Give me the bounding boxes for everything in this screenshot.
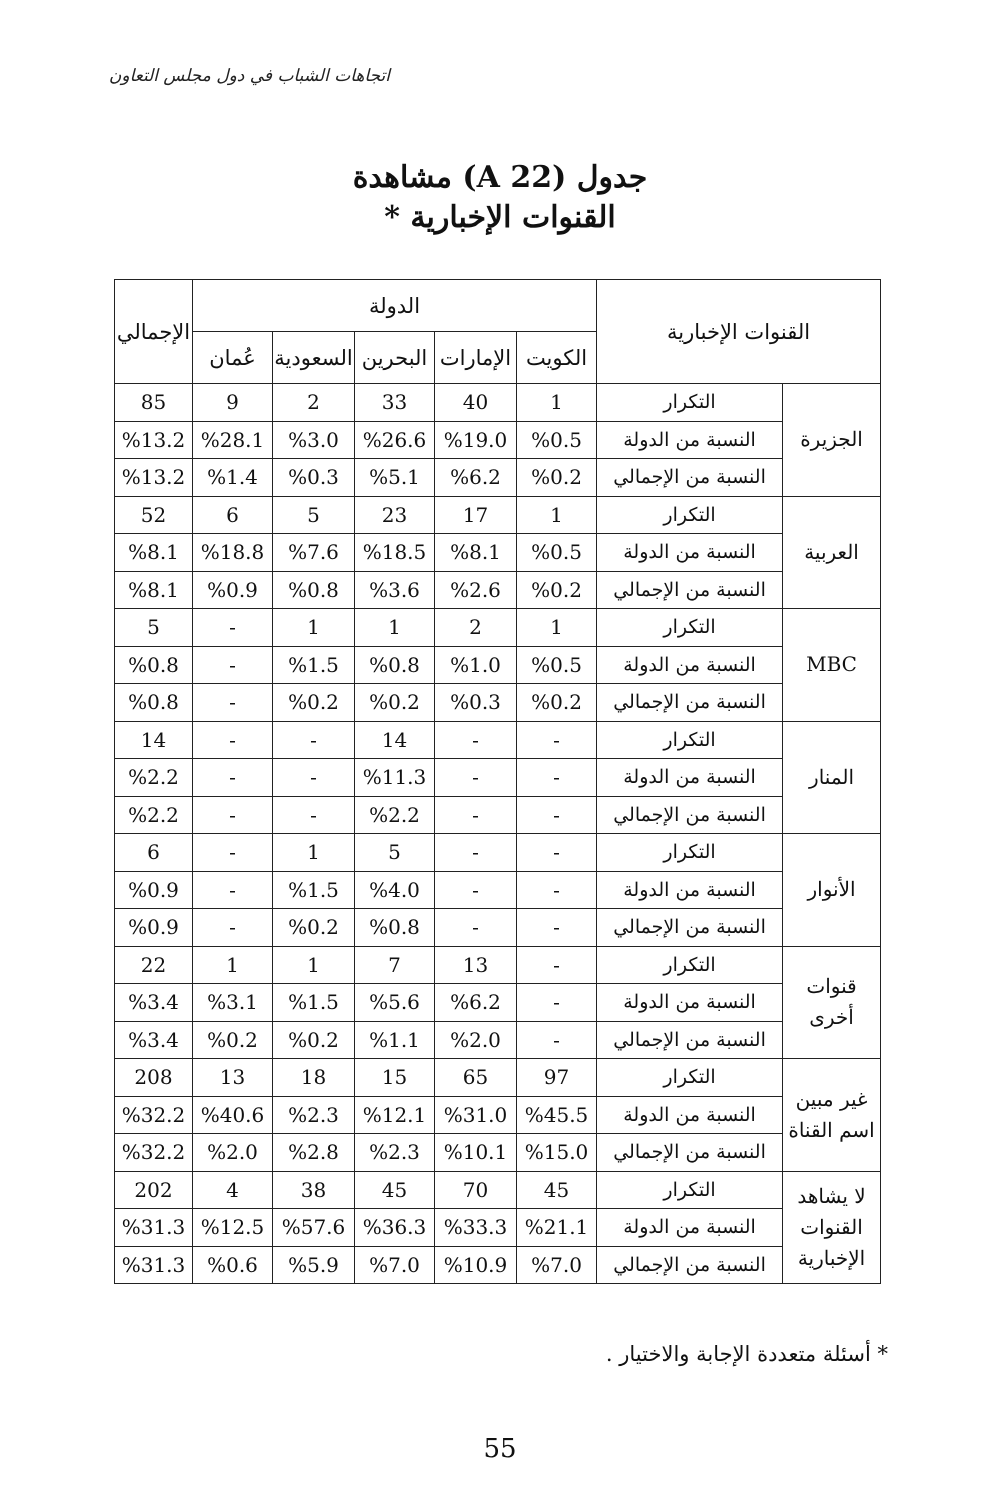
- value-cell: %7.0: [517, 1246, 597, 1284]
- value-cell: 18: [273, 1059, 355, 1097]
- value-cell: %0.6: [193, 1246, 273, 1284]
- value-cell: -: [193, 646, 273, 684]
- table-row: [115, 1246, 881, 1284]
- total-cell: %31.3: [115, 1209, 193, 1247]
- value-cell: %3.0: [273, 421, 355, 459]
- value-cell: %11.3: [355, 759, 435, 797]
- value-cell: %6.2: [435, 984, 517, 1022]
- header-country: الدولة: [193, 280, 597, 332]
- value-cell: %0.2: [517, 571, 597, 609]
- total-cell: %13.2: [115, 421, 193, 459]
- value-cell: %2.2: [355, 796, 435, 834]
- value-cell: -: [517, 759, 597, 797]
- value-cell: %3.1: [193, 984, 273, 1022]
- value-cell: %0.8: [273, 571, 355, 609]
- value-cell: 1: [273, 609, 355, 647]
- value-cell: %0.5: [517, 646, 597, 684]
- table-row: [115, 759, 881, 797]
- total-cell: %3.4: [115, 984, 193, 1022]
- header-country-kuwait: الكويت: [517, 332, 597, 384]
- total-cell: %31.3: [115, 1246, 193, 1284]
- value-cell: -: [517, 871, 597, 909]
- value-cell: -: [193, 909, 273, 947]
- value-cell: %0.2: [193, 1021, 273, 1059]
- total-cell: 14: [115, 721, 193, 759]
- value-cell: -: [273, 721, 355, 759]
- value-cell: %19.0: [435, 421, 517, 459]
- value-cell: %0.5: [517, 534, 597, 572]
- value-cell: %31.0: [435, 1096, 517, 1134]
- value-cell: %0.2: [355, 684, 435, 722]
- value-cell: -: [517, 909, 597, 947]
- footnote: * أسئلة متعددة الإجابة والاختيار .: [605, 1342, 888, 1366]
- row-label: النسبة من الدولة: [597, 1096, 783, 1134]
- channel-name: غير مبين اسم القناة: [783, 1059, 881, 1172]
- value-cell: %1.5: [273, 984, 355, 1022]
- table-row: [115, 1021, 881, 1059]
- header-country-oman: عُمان: [193, 332, 273, 384]
- table-row: [115, 496, 881, 534]
- value-cell: %0.2: [273, 684, 355, 722]
- value-cell: %5.6: [355, 984, 435, 1022]
- value-cell: %0.2: [273, 1021, 355, 1059]
- value-cell: %57.6: [273, 1209, 355, 1247]
- value-cell: %6.2: [435, 459, 517, 497]
- value-cell: -: [517, 984, 597, 1022]
- value-cell: %3.6: [355, 571, 435, 609]
- value-cell: -: [435, 759, 517, 797]
- row-label: التكرار: [597, 384, 783, 422]
- row-label: التكرار: [597, 834, 783, 872]
- running-head: اتجاهات الشباب في دول مجلس التعاون: [108, 66, 390, 86]
- table-row: [115, 946, 881, 984]
- row-label: التكرار: [597, 609, 783, 647]
- row-label: النسبة من الإجمالي: [597, 1246, 783, 1284]
- table-row: [115, 609, 881, 647]
- channel-name: الجزيرة: [783, 384, 881, 497]
- total-cell: 85: [115, 384, 193, 422]
- value-cell: %18.5: [355, 534, 435, 572]
- row-label: التكرار: [597, 946, 783, 984]
- table-row: [115, 984, 881, 1022]
- table-row: [115, 646, 881, 684]
- value-cell: %1.4: [193, 459, 273, 497]
- value-cell: -: [517, 834, 597, 872]
- table-row: [115, 721, 881, 759]
- value-cell: -: [517, 796, 597, 834]
- value-cell: %0.5: [517, 421, 597, 459]
- value-cell: 13: [435, 946, 517, 984]
- row-label: التكرار: [597, 721, 783, 759]
- table-row: [115, 459, 881, 497]
- value-cell: 4: [193, 1171, 273, 1209]
- row-label: النسبة من الإجمالي: [597, 1021, 783, 1059]
- row-label: النسبة من الدولة: [597, 646, 783, 684]
- table-row: [115, 796, 881, 834]
- total-cell: %3.4: [115, 1021, 193, 1059]
- value-cell: %15.0: [517, 1134, 597, 1172]
- table-row: [115, 909, 881, 947]
- value-cell: 45: [355, 1171, 435, 1209]
- value-cell: %1.5: [273, 646, 355, 684]
- total-cell: %0.8: [115, 646, 193, 684]
- value-cell: -: [193, 871, 273, 909]
- table-row: [115, 384, 881, 422]
- value-cell: %0.2: [273, 909, 355, 947]
- total-cell: %2.2: [115, 759, 193, 797]
- channel-name: الأنوار: [783, 834, 881, 947]
- value-cell: 1: [273, 834, 355, 872]
- value-cell: %12.5: [193, 1209, 273, 1247]
- total-cell: 22: [115, 946, 193, 984]
- value-cell: %1.1: [355, 1021, 435, 1059]
- value-cell: -: [193, 684, 273, 722]
- value-cell: 7: [355, 946, 435, 984]
- row-label: النسبة من الإجمالي: [597, 571, 783, 609]
- value-cell: -: [193, 834, 273, 872]
- value-cell: %0.2: [517, 459, 597, 497]
- row-label: النسبة من الدولة: [597, 759, 783, 797]
- table-row: [115, 1134, 881, 1172]
- channel-name: لا يشاهد القنوات الإخبارية: [783, 1171, 881, 1284]
- table-row: [115, 571, 881, 609]
- value-cell: %1.5: [273, 871, 355, 909]
- row-label: النسبة من الإجمالي: [597, 459, 783, 497]
- total-cell: 6: [115, 834, 193, 872]
- value-cell: %10.1: [435, 1134, 517, 1172]
- total-cell: %32.2: [115, 1134, 193, 1172]
- total-cell: %8.1: [115, 571, 193, 609]
- value-cell: %12.1: [355, 1096, 435, 1134]
- value-cell: 38: [273, 1171, 355, 1209]
- row-label: النسبة من الإجمالي: [597, 1134, 783, 1172]
- value-cell: %2.0: [193, 1134, 273, 1172]
- header-country-uae: الإمارات: [435, 332, 517, 384]
- total-cell: 208: [115, 1059, 193, 1097]
- value-cell: %45.5: [517, 1096, 597, 1134]
- value-cell: -: [273, 759, 355, 797]
- total-cell: 5: [115, 609, 193, 647]
- value-cell: -: [273, 796, 355, 834]
- table-row: [115, 534, 881, 572]
- channel-name: MBC: [783, 609, 881, 722]
- value-cell: %1.0: [435, 646, 517, 684]
- row-label: النسبة من الدولة: [597, 1209, 783, 1247]
- row-label: النسبة من الدولة: [597, 984, 783, 1022]
- value-cell: 15: [355, 1059, 435, 1097]
- value-cell: -: [193, 796, 273, 834]
- row-label: النسبة من الإجمالي: [597, 909, 783, 947]
- row-label: النسبة من الدولة: [597, 421, 783, 459]
- total-cell: %0.8: [115, 684, 193, 722]
- table-row: [115, 834, 881, 872]
- value-cell: %7.0: [355, 1246, 435, 1284]
- value-cell: %0.3: [435, 684, 517, 722]
- value-cell: 2: [273, 384, 355, 422]
- table-row: [115, 1096, 881, 1134]
- value-cell: -: [517, 1021, 597, 1059]
- value-cell: %18.8: [193, 534, 273, 572]
- value-cell: 1: [517, 496, 597, 534]
- value-cell: 5: [355, 834, 435, 872]
- value-cell: -: [193, 609, 273, 647]
- channel-name: العربية: [783, 496, 881, 609]
- table-subtitle: القنوات الإخبارية *: [384, 200, 616, 235]
- value-cell: -: [193, 759, 273, 797]
- total-cell: 202: [115, 1171, 193, 1209]
- value-cell: -: [435, 721, 517, 759]
- value-cell: 5: [273, 496, 355, 534]
- row-label: النسبة من الإجمالي: [597, 796, 783, 834]
- total-cell: %0.9: [115, 909, 193, 947]
- value-cell: 45: [517, 1171, 597, 1209]
- total-cell: %8.1: [115, 534, 193, 572]
- value-cell: 14: [355, 721, 435, 759]
- value-cell: %0.8: [355, 909, 435, 947]
- table-row: [115, 421, 881, 459]
- header-country-bahrain: البحرين: [355, 332, 435, 384]
- value-cell: 6: [193, 496, 273, 534]
- value-cell: %2.6: [435, 571, 517, 609]
- total-cell: 52: [115, 496, 193, 534]
- value-cell: 70: [435, 1171, 517, 1209]
- value-cell: %8.1: [435, 534, 517, 572]
- value-cell: %2.3: [355, 1134, 435, 1172]
- value-cell: 40: [435, 384, 517, 422]
- value-cell: %10.9: [435, 1246, 517, 1284]
- value-cell: -: [435, 909, 517, 947]
- table-row: [115, 684, 881, 722]
- header-total: الإجمالي: [115, 280, 193, 384]
- value-cell: %2.8: [273, 1134, 355, 1172]
- value-cell: %5.1: [355, 459, 435, 497]
- row-label: التكرار: [597, 496, 783, 534]
- value-cell: %2.0: [435, 1021, 517, 1059]
- value-cell: %40.6: [193, 1096, 273, 1134]
- value-cell: -: [193, 721, 273, 759]
- value-cell: 1: [355, 609, 435, 647]
- value-cell: -: [435, 834, 517, 872]
- header-channels: القنوات الإخبارية: [597, 280, 881, 384]
- value-cell: %5.9: [273, 1246, 355, 1284]
- table-row: [115, 871, 881, 909]
- value-cell: 33: [355, 384, 435, 422]
- value-cell: -: [517, 946, 597, 984]
- value-cell: %28.1: [193, 421, 273, 459]
- total-cell: %32.2: [115, 1096, 193, 1134]
- row-label: النسبة من الدولة: [597, 534, 783, 572]
- table-title: جدول (A 22) مشاهدة: [352, 160, 648, 195]
- value-cell: 13: [193, 1059, 273, 1097]
- value-cell: 9: [193, 384, 273, 422]
- value-cell: %33.3: [435, 1209, 517, 1247]
- value-cell: 1: [517, 609, 597, 647]
- channel-name: قنوات أخرى: [783, 946, 881, 1059]
- value-cell: %0.9: [193, 571, 273, 609]
- value-cell: 2: [435, 609, 517, 647]
- value-cell: %7.6: [273, 534, 355, 572]
- value-cell: 17: [435, 496, 517, 534]
- page-number: 55: [483, 1434, 517, 1464]
- header-country-saudi: السعودية: [273, 332, 355, 384]
- value-cell: -: [435, 796, 517, 834]
- value-cell: %26.6: [355, 421, 435, 459]
- value-cell: %21.1: [517, 1209, 597, 1247]
- table-row: [115, 1171, 881, 1209]
- value-cell: 97: [517, 1059, 597, 1097]
- total-cell: %0.9: [115, 871, 193, 909]
- row-label: التكرار: [597, 1059, 783, 1097]
- total-cell: %2.2: [115, 796, 193, 834]
- channel-name: المنار: [783, 721, 881, 834]
- value-cell: %0.8: [355, 646, 435, 684]
- value-cell: 65: [435, 1059, 517, 1097]
- value-cell: %4.0: [355, 871, 435, 909]
- data-table: [114, 279, 881, 1284]
- value-cell: %0.3: [273, 459, 355, 497]
- value-cell: %36.3: [355, 1209, 435, 1247]
- value-cell: 1: [517, 384, 597, 422]
- table-row: [115, 1209, 881, 1247]
- value-cell: 1: [193, 946, 273, 984]
- value-cell: -: [517, 721, 597, 759]
- value-cell: 1: [273, 946, 355, 984]
- value-cell: 23: [355, 496, 435, 534]
- row-label: التكرار: [597, 1171, 783, 1209]
- total-cell: %13.2: [115, 459, 193, 497]
- value-cell: %2.3: [273, 1096, 355, 1134]
- value-cell: %0.2: [517, 684, 597, 722]
- value-cell: -: [435, 871, 517, 909]
- row-label: النسبة من الدولة: [597, 871, 783, 909]
- table-row: [115, 1059, 881, 1097]
- row-label: النسبة من الإجمالي: [597, 684, 783, 722]
